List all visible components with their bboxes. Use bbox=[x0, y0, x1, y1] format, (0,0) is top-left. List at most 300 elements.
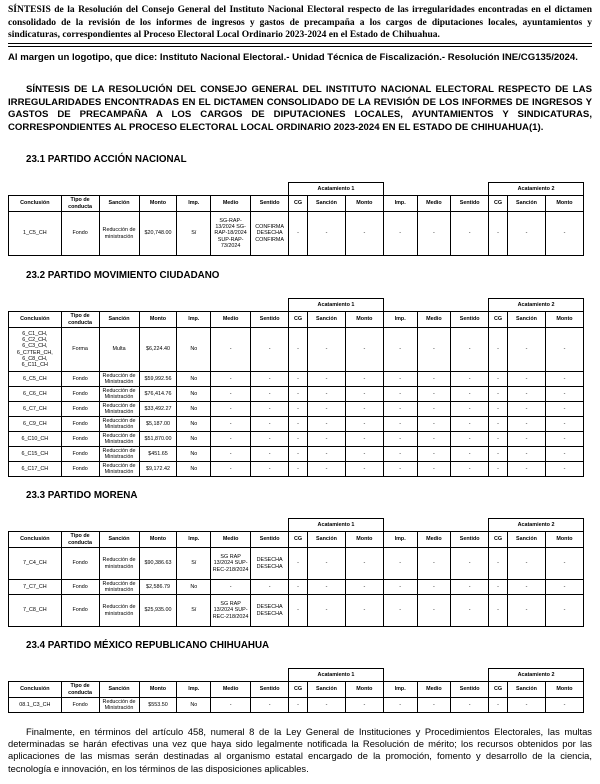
column-header: CG bbox=[289, 532, 308, 548]
table-cell: - bbox=[289, 432, 308, 447]
table-cell: Fondo bbox=[61, 417, 99, 432]
table-cell: - bbox=[251, 328, 289, 372]
table-cell: $2,586.79 bbox=[139, 580, 177, 595]
table-cell: $6,224.40 bbox=[139, 328, 177, 372]
section-title: 23.1 PARTIDO ACCIÓN NACIONAL bbox=[26, 154, 187, 165]
sanctions-table bbox=[8, 518, 584, 627]
table-cell: - bbox=[308, 387, 346, 402]
table-cell: - bbox=[345, 595, 383, 627]
table-cell: - bbox=[251, 372, 289, 387]
table-cell: No bbox=[177, 698, 211, 713]
column-header: Sanción bbox=[308, 312, 346, 328]
column-header: Sentido bbox=[251, 312, 289, 328]
table-cell: - bbox=[345, 548, 383, 580]
table-cell: Reducción de ministración bbox=[99, 548, 139, 580]
table-cell: - bbox=[508, 402, 546, 417]
table-header-row bbox=[9, 532, 584, 548]
column-header: Sanción bbox=[99, 532, 139, 548]
table-cell: - bbox=[451, 698, 489, 713]
acatamiento-1-header: Acatamiento 1 bbox=[289, 183, 384, 196]
column-header: Monto bbox=[345, 532, 383, 548]
table-cell: - bbox=[251, 387, 289, 402]
table-cell: No bbox=[177, 328, 211, 372]
column-header: Medio bbox=[211, 532, 251, 548]
table-cell: Fondo bbox=[61, 432, 99, 447]
column-header: CG bbox=[289, 196, 308, 212]
footer-paragraph: Finalmente, en términos del artículo 458, numeral 8 de la Ley General de Instituciones y Procedimientos Electorales, las multas determinadas se harán efectivas una vez que haya sido legalmente notificada la Resolución de mérito; los recursos obtenidos por las aplicaciones de las mismas serán destinadas al organismo estatal encargado de la promoción, fomento y desarrollo de la ciencia, tecnología e innovación, en los términos de las disposiciones aplicables. bbox=[8, 726, 592, 774]
table-cell: - bbox=[289, 402, 308, 417]
table-row bbox=[9, 417, 584, 432]
table-cell: - bbox=[308, 432, 346, 447]
table-cell: - bbox=[489, 432, 508, 447]
acatamiento-1-header: Acatamiento 1 bbox=[289, 669, 384, 682]
table-cell: - bbox=[251, 580, 289, 595]
table-cell: $59,992.56 bbox=[139, 372, 177, 387]
sanctions-table bbox=[8, 182, 584, 256]
table-cell: - bbox=[345, 417, 383, 432]
table-cell: - bbox=[508, 548, 546, 580]
table-row bbox=[9, 548, 584, 580]
table-cell: - bbox=[489, 387, 508, 402]
table-cell: - bbox=[251, 462, 289, 477]
table-cell: Reducción de Ministración bbox=[99, 417, 139, 432]
table-cell: No bbox=[177, 387, 211, 402]
table-cell: 7_C8_CH bbox=[9, 595, 62, 627]
table-cell: - bbox=[211, 432, 251, 447]
table-cell: - bbox=[211, 698, 251, 713]
column-header: Monto bbox=[545, 196, 583, 212]
column-header: Medio bbox=[211, 682, 251, 698]
table-cell: - bbox=[308, 417, 346, 432]
column-header: Monto bbox=[139, 312, 177, 328]
column-header: Monto bbox=[345, 196, 383, 212]
table-cell: Reducción de ministración bbox=[99, 580, 139, 595]
table-cell: $5,187.00 bbox=[139, 417, 177, 432]
table-cell: 7_C7_CH bbox=[9, 580, 62, 595]
table-cell: 6_C1_CH, 6_C2_CH, 6_C3_CH, 6_C7TER_CH, 6_C8_CH, 6_C11_CH bbox=[9, 328, 62, 372]
table-cell: - bbox=[508, 462, 546, 477]
table-cell: 6_C10_CH bbox=[9, 432, 62, 447]
table-cell: - bbox=[417, 372, 451, 387]
table-cell: - bbox=[508, 698, 546, 713]
table-row bbox=[9, 462, 584, 477]
column-header: Sentido bbox=[451, 312, 489, 328]
column-header: Conclusión bbox=[9, 532, 62, 548]
table-cell: - bbox=[545, 462, 583, 477]
table-cell: Fondo bbox=[61, 402, 99, 417]
table-cell: 6_C9_CH bbox=[9, 417, 62, 432]
table-cell: SG RAP 13/2024 SUP-REC-218/2024 bbox=[211, 595, 251, 627]
table-cell: - bbox=[545, 417, 583, 432]
table-cell: - bbox=[251, 432, 289, 447]
table-cell: - bbox=[211, 328, 251, 372]
table-cell: DESECHA DESECHA bbox=[251, 595, 289, 627]
table-cell: - bbox=[289, 447, 308, 462]
column-header: Sanción bbox=[508, 196, 546, 212]
table-cell: - bbox=[383, 372, 417, 387]
table-cell: Fondo bbox=[61, 387, 99, 402]
table-cell: Reducción de Ministración bbox=[99, 447, 139, 462]
column-header: Conclusión bbox=[9, 312, 62, 328]
acatamiento-group-row bbox=[9, 183, 584, 196]
table-cell: SG-RAP-13/2024 SG-RAP-18/2024 SUP-RAP-73/2024 bbox=[211, 212, 251, 256]
table-cell: - bbox=[451, 462, 489, 477]
acatamiento-group-row bbox=[9, 519, 584, 532]
table-cell: - bbox=[545, 372, 583, 387]
column-header: Medio bbox=[417, 532, 451, 548]
table-cell: - bbox=[345, 328, 383, 372]
table-row bbox=[9, 432, 584, 447]
table-cell: - bbox=[211, 417, 251, 432]
column-header: CG bbox=[289, 312, 308, 328]
column-header: Conclusión bbox=[9, 196, 62, 212]
column-header: Sentido bbox=[451, 196, 489, 212]
table-cell: - bbox=[508, 432, 546, 447]
acatamiento-2-header: Acatamiento 2 bbox=[489, 669, 584, 682]
table-cell: - bbox=[451, 387, 489, 402]
column-header: Sanción bbox=[99, 196, 139, 212]
table-cell: - bbox=[451, 372, 489, 387]
table-row bbox=[9, 387, 584, 402]
table-cell: Fondo bbox=[61, 447, 99, 462]
table-cell: - bbox=[545, 432, 583, 447]
column-header: Sanción bbox=[308, 196, 346, 212]
table-row bbox=[9, 595, 584, 627]
table-cell: Reducción de Ministración bbox=[99, 402, 139, 417]
column-header: Imp. bbox=[177, 682, 211, 698]
column-header: Sentido bbox=[251, 196, 289, 212]
table-cell: - bbox=[545, 447, 583, 462]
section-title: 23.2 PARTIDO MOVIMIENTO CIUDADANO bbox=[26, 270, 220, 281]
table-cell: - bbox=[345, 432, 383, 447]
table-row bbox=[9, 698, 584, 713]
table-cell: Multa bbox=[99, 328, 139, 372]
table-cell: - bbox=[508, 387, 546, 402]
column-header: Medio bbox=[417, 312, 451, 328]
column-header: Sentido bbox=[251, 682, 289, 698]
table-cell: - bbox=[383, 402, 417, 417]
column-header: CG bbox=[289, 682, 308, 698]
table-cell: 1_C5_CH bbox=[9, 212, 62, 256]
table-cell: - bbox=[308, 548, 346, 580]
table-cell: - bbox=[211, 580, 251, 595]
column-header: Monto bbox=[545, 532, 583, 548]
table-cell: - bbox=[545, 328, 583, 372]
table-cell: - bbox=[417, 402, 451, 417]
table-cell: No bbox=[177, 372, 211, 387]
table-cell: - bbox=[383, 447, 417, 462]
table-cell: - bbox=[489, 328, 508, 372]
table-cell: - bbox=[545, 580, 583, 595]
section-title: 23.4 PARTIDO MÉXICO REPUBLICANO CHIHUAHUA bbox=[26, 640, 270, 651]
table-cell: - bbox=[451, 447, 489, 462]
table-cell: - bbox=[417, 432, 451, 447]
table-cell: - bbox=[289, 212, 308, 256]
table-cell: No bbox=[177, 580, 211, 595]
table-cell: - bbox=[508, 417, 546, 432]
column-header: CG bbox=[489, 196, 508, 212]
table-cell: - bbox=[289, 462, 308, 477]
table-cell: Fondo bbox=[61, 548, 99, 580]
acatamiento-1-header: Acatamiento 1 bbox=[289, 299, 384, 312]
table-cell: Sí bbox=[177, 595, 211, 627]
table-cell: No bbox=[177, 462, 211, 477]
table-cell: 6_C6_CH bbox=[9, 387, 62, 402]
table-cell: - bbox=[345, 372, 383, 387]
table-cell: Fondo bbox=[61, 698, 99, 713]
table-cell: - bbox=[417, 387, 451, 402]
table-cell: - bbox=[451, 580, 489, 595]
table-cell: Fondo bbox=[61, 372, 99, 387]
intro-paragraph: Al margen un logotipo, que dice: Instituto Nacional Electoral.- Unidad Técnica de Fiscalización.- Resolución INE/CG135/2024. bbox=[8, 52, 578, 63]
header-rule-2 bbox=[8, 46, 592, 47]
table-cell: DESECHA DESECHA bbox=[251, 548, 289, 580]
table-cell: Reducción de ministración bbox=[99, 212, 139, 256]
column-header: CG bbox=[489, 682, 508, 698]
column-header: Sanción bbox=[508, 532, 546, 548]
column-header: Medio bbox=[211, 312, 251, 328]
table-cell: No bbox=[177, 432, 211, 447]
table-cell: - bbox=[417, 447, 451, 462]
table-row bbox=[9, 372, 584, 387]
acatamiento-2-header: Acatamiento 2 bbox=[489, 183, 584, 196]
table-cell: - bbox=[489, 698, 508, 713]
table-cell: $25,935.00 bbox=[139, 595, 177, 627]
column-header: Conclusión bbox=[9, 682, 62, 698]
table-cell: Sí bbox=[177, 212, 211, 256]
table-cell: - bbox=[508, 447, 546, 462]
table-cell: - bbox=[451, 417, 489, 432]
table-cell: $90,386.63 bbox=[139, 548, 177, 580]
table-cell: - bbox=[289, 417, 308, 432]
table-cell: Reducción de Ministración bbox=[99, 462, 139, 477]
table-cell: - bbox=[545, 402, 583, 417]
table-cell: Reducción de Ministración bbox=[99, 387, 139, 402]
table-cell: - bbox=[251, 698, 289, 713]
table-cell: - bbox=[308, 462, 346, 477]
table-row bbox=[9, 447, 584, 462]
table-cell: - bbox=[308, 595, 346, 627]
table-cell: - bbox=[308, 402, 346, 417]
table-cell: Reducción de Ministración bbox=[99, 372, 139, 387]
sanctions-table bbox=[8, 298, 584, 477]
table-cell: - bbox=[289, 387, 308, 402]
table-cell: - bbox=[345, 387, 383, 402]
table-cell: - bbox=[417, 580, 451, 595]
column-header: Sanción bbox=[308, 532, 346, 548]
column-header: Sanción bbox=[508, 682, 546, 698]
table-cell: - bbox=[383, 595, 417, 627]
table-cell: - bbox=[417, 328, 451, 372]
table-cell: - bbox=[545, 387, 583, 402]
table-cell: $33,492.27 bbox=[139, 402, 177, 417]
table-cell: - bbox=[451, 595, 489, 627]
column-header: Imp. bbox=[383, 682, 417, 698]
table-cell: - bbox=[308, 447, 346, 462]
column-header: Tipo de conducta bbox=[61, 312, 99, 328]
table-row bbox=[9, 402, 584, 417]
table-cell: - bbox=[383, 462, 417, 477]
table-cell: - bbox=[417, 417, 451, 432]
section-title: 23.3 PARTIDO MORENA bbox=[26, 490, 138, 501]
table-cell: - bbox=[489, 402, 508, 417]
table-cell: CONFIRMA DESECHA CONFIRMA bbox=[251, 212, 289, 256]
table-cell: 6_C17_CH bbox=[9, 462, 62, 477]
column-header: Imp. bbox=[383, 312, 417, 328]
table-cell: 6_C15_CH bbox=[9, 447, 62, 462]
table-cell: $553.50 bbox=[139, 698, 177, 713]
table-cell: 08.1_C3_CH bbox=[9, 698, 62, 713]
table-cell: - bbox=[417, 462, 451, 477]
table-row bbox=[9, 212, 584, 256]
table-cell: - bbox=[289, 698, 308, 713]
table-cell: - bbox=[451, 432, 489, 447]
table-cell: - bbox=[251, 402, 289, 417]
table-cell: - bbox=[345, 580, 383, 595]
column-header: Monto bbox=[139, 196, 177, 212]
table-header-row bbox=[9, 196, 584, 212]
table-cell: - bbox=[308, 212, 346, 256]
table-cell: Fondo bbox=[61, 580, 99, 595]
table-cell: - bbox=[289, 580, 308, 595]
acatamiento-group-row bbox=[9, 299, 584, 312]
table-cell: - bbox=[489, 548, 508, 580]
table-cell: Reducción de ministración bbox=[99, 595, 139, 627]
header-rule bbox=[8, 43, 592, 44]
table-cell: - bbox=[383, 387, 417, 402]
table-cell: SG RAP 13/2024 SUP-REC-218/2024 bbox=[211, 548, 251, 580]
table-cell: No bbox=[177, 402, 211, 417]
table-cell: - bbox=[383, 328, 417, 372]
synthesis-title: SÍNTESIS DE LA RESOLUCIÓN DEL CONSEJO GENERAL DEL INSTITUTO NACIONAL ELECTORAL RESPECTO DE LAS IRREGULARIDADES ENCONTRADAS EN EL DICTAMEN CONSOLIDADO DE LA REVISIÓN DE LOS INFORMES DE INGRESOS Y GASTOS DE PRECAMPAÑA A LOS CARGOS DE DIPUTACIONES LOCALES, AYUNTAMIENTOS Y SINDICATURAS, CORRESPONDIENTES AL PROCESO ELECTORAL LOCAL ORDINARIO 2023-2024 EN EL ESTADO DE CHIHUAHUA(1). bbox=[8, 84, 592, 133]
table-cell: - bbox=[545, 548, 583, 580]
table-cell: - bbox=[489, 462, 508, 477]
table-cell: - bbox=[308, 698, 346, 713]
table-cell: - bbox=[451, 548, 489, 580]
column-header: CG bbox=[489, 532, 508, 548]
table-cell: - bbox=[211, 372, 251, 387]
acatamiento-2-header: Acatamiento 2 bbox=[489, 519, 584, 532]
table-header-row bbox=[9, 682, 584, 698]
table-cell: Sí bbox=[177, 548, 211, 580]
table-cell: - bbox=[545, 212, 583, 256]
table-cell: 7_C4_CH bbox=[9, 548, 62, 580]
table-cell: No bbox=[177, 447, 211, 462]
table-cell: $51,870.00 bbox=[139, 432, 177, 447]
table-cell: - bbox=[489, 372, 508, 387]
table-cell: - bbox=[289, 328, 308, 372]
table-cell: $451.65 bbox=[139, 447, 177, 462]
table-cell: - bbox=[545, 698, 583, 713]
column-header: Medio bbox=[211, 196, 251, 212]
table-cell: - bbox=[308, 580, 346, 595]
table-cell: - bbox=[383, 580, 417, 595]
column-header: Sanción bbox=[99, 682, 139, 698]
table-cell: - bbox=[345, 402, 383, 417]
table-cell: Reducción de Ministración bbox=[99, 698, 139, 713]
table-cell: - bbox=[211, 387, 251, 402]
table-cell: - bbox=[383, 548, 417, 580]
table-cell: - bbox=[451, 328, 489, 372]
column-header: Sanción bbox=[99, 312, 139, 328]
table-cell: - bbox=[508, 580, 546, 595]
table-cell: - bbox=[417, 212, 451, 256]
column-header: Monto bbox=[345, 682, 383, 698]
table-row bbox=[9, 328, 584, 372]
table-cell: Reducción de Ministración bbox=[99, 432, 139, 447]
sanctions-table bbox=[8, 668, 584, 713]
column-header: Monto bbox=[545, 682, 583, 698]
column-header: Sentido bbox=[251, 532, 289, 548]
table-cell: - bbox=[508, 212, 546, 256]
table-cell: - bbox=[211, 447, 251, 462]
table-cell: - bbox=[345, 698, 383, 713]
table-cell: Fondo bbox=[61, 595, 99, 627]
table-cell: - bbox=[489, 417, 508, 432]
column-header: Tipo de conducta bbox=[61, 682, 99, 698]
column-header: Monto bbox=[139, 682, 177, 698]
table-cell: - bbox=[417, 698, 451, 713]
page-header: SÍNTESIS de la Resolución del Consejo General del Instituto Nacional Electoral respecto de las irregularidades encontradas en el dictamen consolidado de la revisión de los informes de ingresos y gastos de precampaña a los cargos de diputaciones locales, ayuntamientos y sindicaturas, correspondientes al Proceso Electoral Local Ordinario 2023-2024 en el Estado de Chihuahua. bbox=[8, 5, 592, 40]
table-cell: - bbox=[383, 698, 417, 713]
table-cell: - bbox=[383, 417, 417, 432]
table-cell: $76,414.76 bbox=[139, 387, 177, 402]
column-header: Medio bbox=[417, 682, 451, 698]
table-cell: No bbox=[177, 417, 211, 432]
table-cell: - bbox=[489, 212, 508, 256]
table-cell: Fondo bbox=[61, 212, 99, 256]
table-cell: - bbox=[289, 595, 308, 627]
table-cell: Forma bbox=[61, 328, 99, 372]
table-cell: - bbox=[489, 580, 508, 595]
column-header: Imp. bbox=[383, 196, 417, 212]
table-cell: - bbox=[417, 595, 451, 627]
column-header: Sentido bbox=[451, 532, 489, 548]
table-cell: - bbox=[489, 595, 508, 627]
table-cell: - bbox=[345, 212, 383, 256]
table-cell: - bbox=[508, 328, 546, 372]
column-header: Sanción bbox=[508, 312, 546, 328]
table-cell: - bbox=[451, 402, 489, 417]
table-cell: Fondo bbox=[61, 462, 99, 477]
table-cell: - bbox=[508, 595, 546, 627]
table-cell: - bbox=[211, 402, 251, 417]
table-cell: 6_C5_CH bbox=[9, 372, 62, 387]
table-cell: - bbox=[545, 595, 583, 627]
table-cell: - bbox=[451, 212, 489, 256]
table-cell: - bbox=[345, 462, 383, 477]
acatamiento-1-header: Acatamiento 1 bbox=[289, 519, 384, 532]
table-cell: $20,748.00 bbox=[139, 212, 177, 256]
table-cell: - bbox=[211, 462, 251, 477]
column-header: Imp. bbox=[383, 532, 417, 548]
column-header: Monto bbox=[139, 532, 177, 548]
table-cell: - bbox=[508, 372, 546, 387]
column-header: Imp. bbox=[177, 532, 211, 548]
column-header: Imp. bbox=[177, 196, 211, 212]
column-header: Monto bbox=[345, 312, 383, 328]
table-cell: - bbox=[308, 328, 346, 372]
acatamiento-group-row bbox=[9, 669, 584, 682]
column-header: Monto bbox=[545, 312, 583, 328]
table-cell: - bbox=[345, 447, 383, 462]
table-cell: - bbox=[289, 372, 308, 387]
column-header: CG bbox=[489, 312, 508, 328]
table-cell: - bbox=[383, 432, 417, 447]
column-header: Sanción bbox=[308, 682, 346, 698]
column-header: Sentido bbox=[451, 682, 489, 698]
table-cell: - bbox=[417, 548, 451, 580]
